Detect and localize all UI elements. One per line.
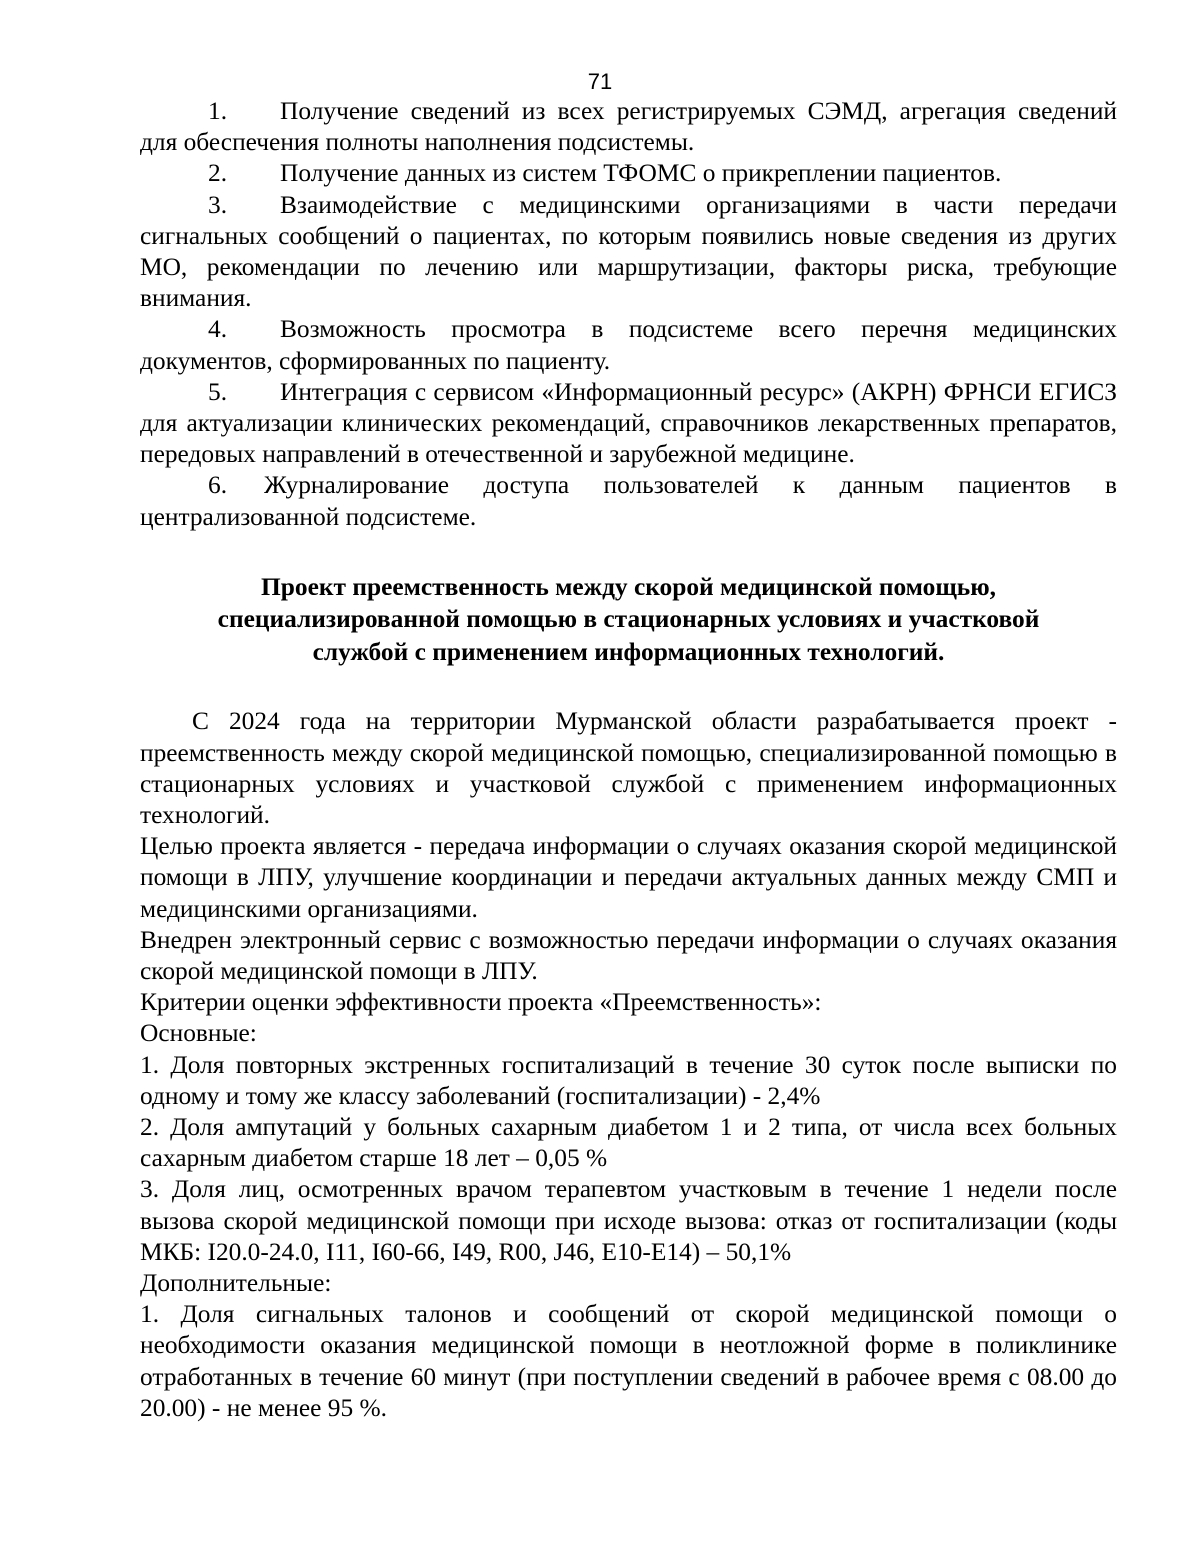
list-item-number: 4. — [208, 315, 228, 344]
list-item-number: 3. — [208, 190, 228, 219]
list-item-number: 2. — [208, 159, 228, 188]
service-paragraph: Внедрен электронный сервис с возможностью передачи информации о случаях оказания скорой медицинской помощи в ЛПУ. — [140, 925, 1117, 985]
list-item — [140, 96, 1117, 158]
list-item — [140, 470, 1117, 532]
section-heading-line: службой с применением информационных технологий. — [312, 637, 945, 666]
main-criterion: 2. Доля ампутаций у больных сахарным диабетом 1 и 2 типа, от числа всех больных сахарным диабетом старше 18 лет – 0,05 % — [140, 1112, 1117, 1173]
list-item-number: 6. — [208, 471, 228, 500]
list-item — [140, 190, 1117, 315]
criteria-paragraph: Критерии оценки эффективности проекта «Преемственность»: — [140, 988, 822, 1017]
list-item-text: Возможность просмотра в подсистеме всего перечня медицинских документов, сформированных по пациенту. — [140, 315, 1117, 375]
extra-criterion: 1. Доля сигнальных талонов и сообщений от скорой медицинской помощи о необходимости оказания медицинской помощи в неотложной форме в поликлинике отработанных в течение 60 минут (при поступлении сведений в рабочее время с 08.00 до 20.00) - не менее 95 %. — [140, 1300, 1117, 1422]
list-item-text: Интеграция с сервисом «Информационный ресурс» (АКРН) ФРНСИ ЕГИСЗ для актуализации клинических рекомендаций, справочников лекарственных препаратов, передовых направлений в отечественной и зарубежной медицине. — [140, 377, 1117, 469]
list-item — [140, 158, 1117, 189]
list-item — [140, 377, 1117, 471]
main-criteria-label: Основные: — [140, 1019, 257, 1048]
list-item-text: Получение данных из систем ТФОМС о прикреплении пациентов. — [280, 159, 1002, 188]
section-heading-line: Проект преемственность между скорой медицинской помощью, — [261, 572, 996, 601]
page-number: 71 — [587, 69, 613, 94]
main-criterion: 3. Доля лиц, осмотренных врачом терапевтом участковым в течение 1 недели после вызова скорой медицинской помощи при исходе вызова: отказ от госпитализации (коды МКБ: I20.0-24.0, I11, I60-66, I49, R00, J46, E10-E14) – 50,1% — [140, 1175, 1117, 1266]
document-body — [140, 96, 1117, 1424]
list-item-number: 1. — [208, 97, 228, 125]
list-item-text: Журналирование доступа пользователей к данным пациентов в централизованной подсистеме. — [140, 471, 1117, 531]
list-item-text: Получение сведений из всех регистрируемых СЭМД, агрегация сведений для обеспечения полноты наполнения подсистемы. — [140, 97, 1117, 157]
goal-paragraph: Целью проекта является - передача информации о случаях оказания скорой медицинской помощи в ЛПУ, улучшение координации и передачи актуальных данных между СМП и медицинскими организациями. — [140, 832, 1117, 923]
extra-criteria-label: Дополнительные: — [140, 1269, 332, 1297]
list-item — [140, 314, 1117, 376]
section-heading-line: специализированной помощью в стационарных условиях и участковой — [217, 605, 1040, 634]
list-item-text: Взаимодействие с медицинскими организациями в части передачи сигнальных сообщений о пациентах, по которым появились новые сведения из других МО, рекомендации по лечению или маршрутизации, факторы риска, требующие внимания. — [140, 190, 1117, 313]
main-criterion: 1. Доля повторных экстренных госпитализаций в течение 30 суток после выписки по одному и тому же классу заболеваний (госпитализации) - 2,4% — [140, 1050, 1117, 1110]
intro-paragraph: С 2024 года на территории Мурманской области разрабатывается проект - преемственность между скорой медицинской помощью, специализированной помощью в стационарных условиях и участковой службой с применением информационных технологий. — [140, 707, 1117, 829]
list-item-number: 5. — [208, 377, 228, 406]
section-heading — [140, 571, 1117, 669]
